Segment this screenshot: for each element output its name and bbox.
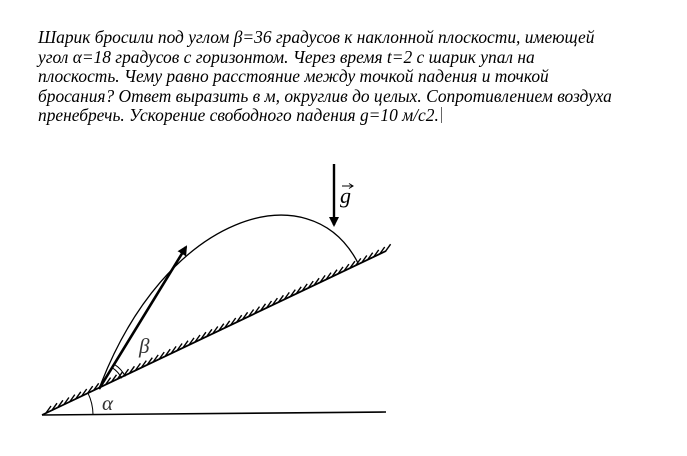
hatch-mark	[386, 244, 391, 251]
problem-line-1: Шарик бросили под углом β=36 градусов к наклонной плоскости, имеющей	[38, 27, 595, 47]
problem-line-3: плоскость. Чему равно расстояние между точкой падения и точкой	[38, 66, 549, 86]
problem-line-2: угол α=18 градусов с горизонтом. Через время t=2 с шарик упал на	[38, 46, 535, 67]
trajectory-curve	[99, 215, 358, 389]
problem-line-5-text: пренебречь. Ускорение свободного падения g=10 м/с2.	[38, 105, 439, 125]
horizontal-line	[42, 412, 386, 415]
beta-label: β	[139, 334, 150, 358]
gravity-label: g	[340, 183, 351, 208]
problem-line-4: бросания? Ответ выразить в м, округлив до целых. Сопротивлением воздуха	[38, 85, 612, 106]
alpha-label: α	[102, 391, 114, 415]
gravity-vector-label	[340, 183, 353, 208]
alpha-angle-arc	[88, 393, 93, 414]
